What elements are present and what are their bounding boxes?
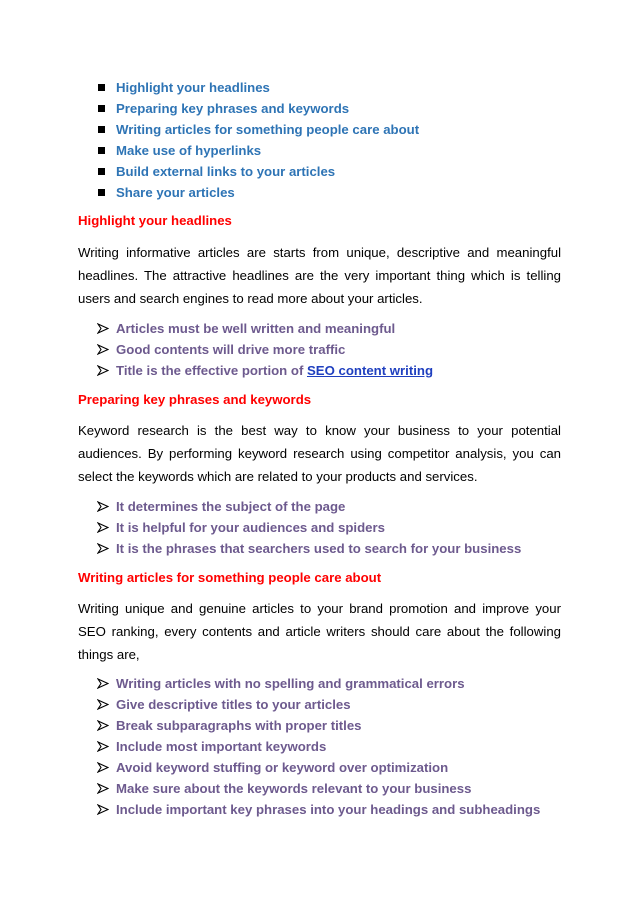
arrow-bullet-list xyxy=(97,496,561,559)
arrow-bullet-icon xyxy=(97,720,109,731)
arrow-bullet-icon xyxy=(97,783,109,794)
topic-item xyxy=(97,119,561,140)
arrow-bullet-icon xyxy=(97,501,109,512)
arrow-list-item: Articles must be well written and meaningful xyxy=(97,318,561,339)
topic-item xyxy=(97,161,561,182)
square-bullet-icon xyxy=(98,189,105,196)
seo-content-writing-link[interactable]: SEO content writing xyxy=(307,363,434,378)
square-bullet-icon xyxy=(98,147,105,154)
section-heading-people-care: Writing articles for something people care about xyxy=(78,570,382,585)
topic-text: Share your articles xyxy=(116,185,235,200)
arrow-list-item: Avoid keyword stuffing or keyword over optimization xyxy=(97,757,561,778)
topic-item xyxy=(97,77,561,98)
topic-item xyxy=(97,140,561,161)
square-bullet-icon xyxy=(98,168,105,175)
topic-text: Preparing key phrases and keywords xyxy=(116,101,350,116)
arrow-list-item: Good contents will drive more traffic xyxy=(97,339,561,360)
topic-item xyxy=(97,98,561,119)
section-heading-headlines: Highlight your headlines xyxy=(78,213,232,228)
arrow-list-item: Give descriptive titles to your articles xyxy=(97,694,561,715)
arrow-bullet-icon xyxy=(97,699,109,710)
arrow-list-item: It determines the subject of the page xyxy=(97,496,561,517)
arrow-list-item: Title is the effective portion of SEO content writing xyxy=(97,360,561,381)
topic-text: Build external links to your articles xyxy=(116,164,336,179)
topic-list xyxy=(97,77,561,203)
topic-text: Writing articles for something people care about xyxy=(116,122,420,137)
arrow-bullet-icon xyxy=(97,741,109,752)
topic-text: Make use of hyperlinks xyxy=(116,143,262,158)
arrow-bullet-list xyxy=(97,673,561,820)
arrow-list-item: Break subparagraphs with proper titles xyxy=(97,715,561,736)
arrow-bullet-icon xyxy=(97,365,109,376)
square-bullet-icon xyxy=(98,126,105,133)
arrow-list-item: Include most important keywords xyxy=(97,736,561,757)
arrow-list-item: It is the phrases that searchers used to search for your business xyxy=(97,538,561,559)
section-paragraph: Writing informative articles are starts from unique, descriptive and meaningful headlines. The attractive headlines are the very important thing which is telling users and search engines to read more about your articles. xyxy=(78,245,561,306)
arrow-bullet-icon xyxy=(97,344,109,355)
arrow-list-item: Writing articles with no spelling and grammatical errors xyxy=(97,673,561,694)
square-bullet-icon xyxy=(98,105,105,112)
arrow-list-item: It is helpful for your audiences and spiders xyxy=(97,517,561,538)
arrow-bullet-icon xyxy=(97,543,109,554)
arrow-bullet-icon xyxy=(97,323,109,334)
topic-item xyxy=(97,182,561,203)
arrow-list-item: Include important key phrases into your headings and subheadings xyxy=(97,799,561,820)
arrow-bullet-icon xyxy=(97,522,109,533)
arrow-bullet-icon xyxy=(97,678,109,689)
topic-text: Highlight your headlines xyxy=(116,80,270,95)
document-page xyxy=(78,77,561,820)
section-paragraph: Keyword research is the best way to know your business to your potential audiences. By performing keyword research using competitor analysis, you can select the keywords which are related to your products and services. xyxy=(78,423,561,484)
section-paragraph: Writing unique and genuine articles to your brand promotion and improve your SEO ranking, every contents and article writers should care about the following things are, xyxy=(78,601,561,662)
arrow-list-item: Make sure about the keywords relevant to your business xyxy=(97,778,561,799)
arrow-bullet-list xyxy=(97,318,561,381)
arrow-bullet-icon xyxy=(97,762,109,773)
square-bullet-icon xyxy=(98,84,105,91)
section-heading-keywords: Preparing key phrases and keywords xyxy=(78,392,312,407)
arrow-bullet-icon xyxy=(97,804,109,815)
